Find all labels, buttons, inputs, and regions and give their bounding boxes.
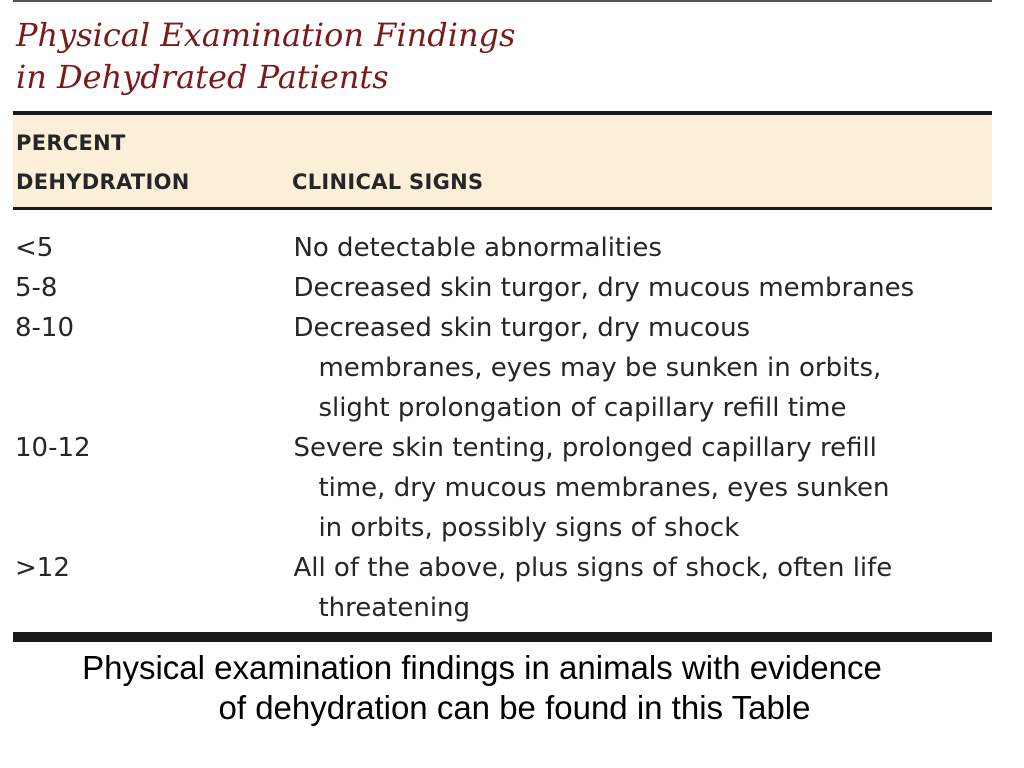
signs-cell [293, 268, 992, 308]
table-bottom-rule [13, 632, 992, 642]
percent-cell: 10-12 [15, 433, 91, 463]
percent-cell: 8-10 [15, 313, 75, 343]
table-body [13, 228, 992, 628]
percent-cell: >12 [15, 553, 70, 583]
signs-line: All of the above, plus signs of shock, often life [293, 553, 893, 583]
signs-line: No detectable abnormalities [293, 233, 662, 263]
signs-cell [293, 428, 992, 548]
header-clinical-signs: CLINICAL SIGNS [292, 170, 484, 194]
signs-cell [293, 308, 992, 428]
caption-line-2: of dehydration can be found in this Table [218, 689, 811, 726]
signs-line: Decreased skin turgor, dry mucous membranes [293, 273, 915, 303]
signs-cell [293, 548, 992, 628]
table-row [13, 268, 992, 308]
signs-line: Decreased skin turgor, dry mucous [293, 313, 751, 343]
signs-line: slight prolongation of capillary refill time [318, 393, 847, 423]
signs-line: in orbits, possibly signs of shock [318, 513, 740, 543]
table-row [13, 308, 992, 428]
caption-line-1: Physical examination findings in animals with evidence [82, 649, 882, 686]
signs-line: threatening [318, 593, 471, 623]
table-row [13, 228, 992, 268]
table-title-line-2: in Dehydrated Patients [16, 58, 389, 96]
table-row [13, 548, 992, 628]
signs-cell [293, 228, 992, 268]
signs-line: Severe skin tenting, prolonged capillary refill [293, 433, 877, 463]
percent-cell: 5-8 [15, 273, 58, 303]
top-rule [13, 0, 992, 2]
table-title-line-1: Physical Examination Findings [16, 16, 516, 54]
header-percent-line-1: PERCENT [16, 131, 126, 155]
header-bottom-rule [13, 207, 992, 210]
signs-line: membranes, eyes may be sunken in orbits, [318, 353, 882, 383]
header-percent-line-2: DEHYDRATION [16, 170, 190, 194]
percent-cell: <5 [15, 233, 54, 263]
table-row [13, 428, 992, 548]
table-title [16, 14, 515, 98]
signs-line: time, dry mucous membranes, eyes sunken [318, 473, 890, 503]
slide-caption [0, 648, 1024, 728]
